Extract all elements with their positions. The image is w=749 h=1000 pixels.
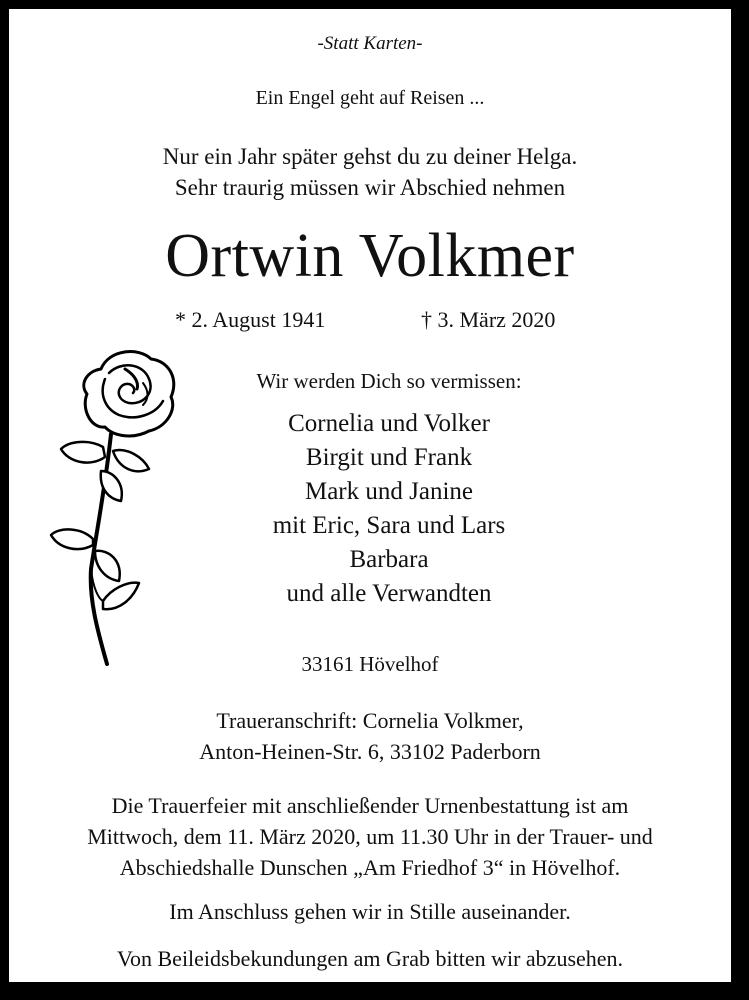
statt-karten-header: -Statt Karten- [317,33,423,54]
rose-icon [39,339,204,669]
intro-line: Sehr traurig müssen wir Abschied nehmen [174,175,566,200]
address-line: Traueranschrift: Cornelia Volkmer, [216,708,524,733]
ceremony-line: Abschiedshalle Dunschen „Am Friedhof 3“ in Hövelhof. [119,855,621,880]
ceremony-line: Die Trauerfeier mit anschließender Urnenbestattung ist am [111,793,629,818]
family-member: Barbara [349,546,429,573]
motto: Ein Engel geht auf Reisen ... [255,87,485,109]
city: 33161 Hövelhof [301,652,439,676]
deceased-name: Ortwin Volkmer [165,222,575,290]
death-date: † 3. März 2020 [421,307,556,332]
family-list [209,407,569,611]
birth-date: * 2. August 1941 [175,307,326,332]
silence-note: Im Anschluss gehen wir in Stille auseinander. [169,899,571,924]
family-member: mit Eric, Sara und Lars [272,512,506,539]
miss-line: Wir werden Dich so vermissen: [256,369,522,393]
family-member: Mark und Janine [304,478,474,505]
family-member: Birgit und Frank [305,444,473,471]
mourning-address [9,705,731,767]
condolence-note: Von Beileidsbekundungen am Grab bitten wir abzusehen. [116,946,624,971]
intro-text [9,141,731,203]
obituary-card [9,9,731,982]
family-member: und alle Verwandten [286,580,492,607]
intro-line: Nur ein Jahr später gehst du zu deiner Helga. [162,144,578,169]
address-line: Anton-Heinen-Str. 6, 33102 Paderborn [199,739,541,764]
family-member: Cornelia und Volker [288,410,490,437]
ceremony-info [9,790,731,883]
ceremony-line: Mittwoch, dem 11. März 2020, um 11.30 Uhr in der Trauer- und [87,824,653,849]
